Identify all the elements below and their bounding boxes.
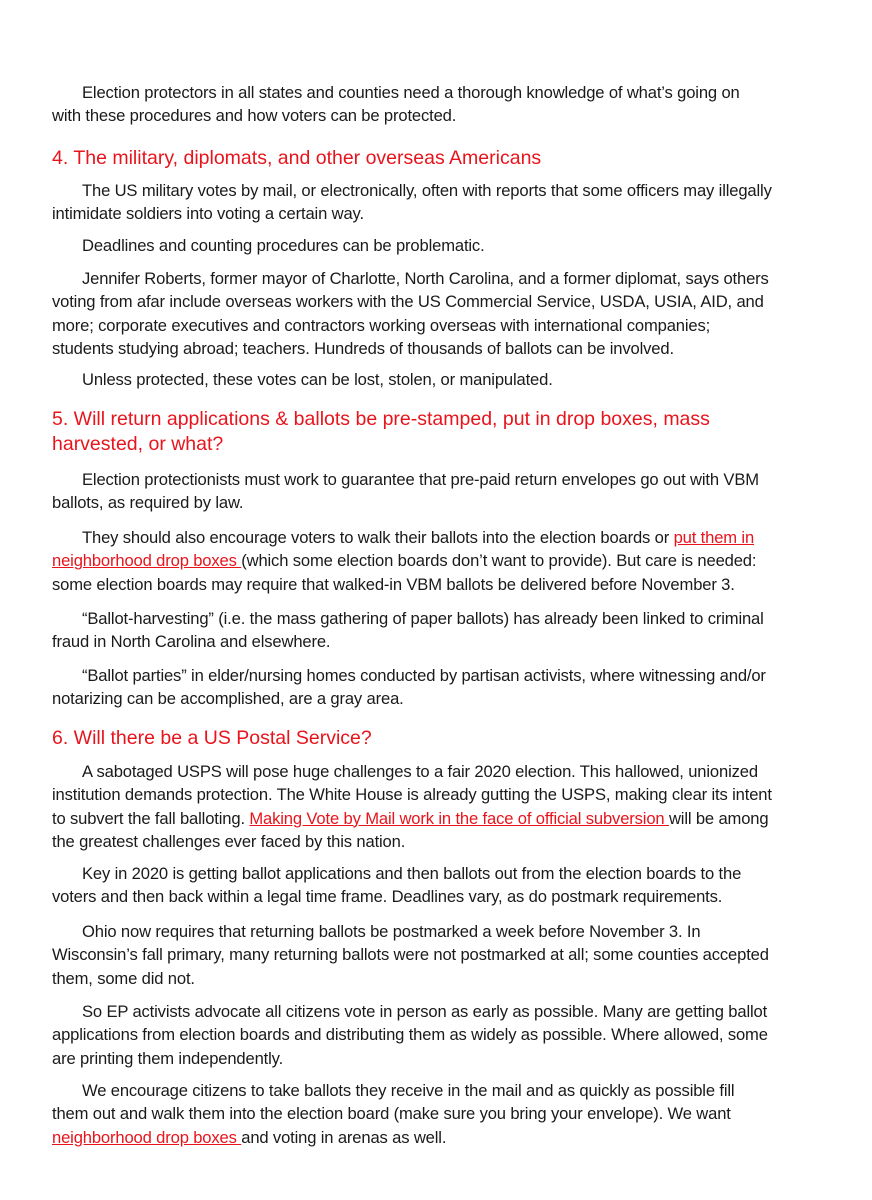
text-segment: We encourage citizens to take ballots they receive in the mail and as quickly as possible fill xyxy=(82,1081,735,1100)
text-segment: harvested, or what? xyxy=(52,433,224,455)
text-line xyxy=(52,526,842,549)
text-line xyxy=(52,432,842,457)
text-segment: voters and then back within a legal time frame. Deadlines vary, as do postmark requirements. xyxy=(52,887,723,907)
text-line xyxy=(52,862,842,885)
text-segment: them out and walk them into the election board (make sure you bring your envelope). We want xyxy=(52,1104,731,1124)
text-segment: Jennifer Roberts, former mayor of Charlotte, North Carolina, and a former diplomat, says others xyxy=(82,269,769,288)
paragraph xyxy=(52,1000,842,1070)
text-segment: Election protectors in all states and counties need a thorough knowledge of what’s going on xyxy=(82,83,740,102)
text-line xyxy=(52,760,842,783)
text-line xyxy=(52,468,842,491)
text-segment: the greatest challenges ever faced by this nation. xyxy=(52,831,406,851)
text-segment: intimidate soldiers into voting a certain way. xyxy=(52,204,364,224)
text-segment: Ohio now requires that returning ballots be postmarked a week before November 3. In xyxy=(82,922,701,941)
paragraph xyxy=(52,179,842,226)
hyperlink[interactable]: Making Vote by Mail work in the face of official subversion xyxy=(249,808,669,828)
text-segment: (which some election boards don’t want to provide). But care is needed: xyxy=(241,551,757,571)
text-line xyxy=(52,1023,842,1046)
paragraph xyxy=(52,468,842,515)
text-line xyxy=(52,104,842,127)
text-line xyxy=(52,807,842,830)
text-segment: are printing them independently. xyxy=(52,1048,284,1068)
text-segment: applications from election boards and distributing them as widely as possible. Where allowed, some xyxy=(52,1025,768,1045)
section-heading xyxy=(52,146,842,171)
text-segment: They should also encourage voters to walk their ballots into the election boards or xyxy=(82,528,674,547)
text-segment: 4. The military, diplomats, and other overseas Americans xyxy=(52,147,542,169)
text-line xyxy=(52,407,842,432)
paragraph xyxy=(52,368,842,391)
text-line xyxy=(52,337,842,360)
text-segment: A sabotaged USPS will pose huge challenges to a fair 2020 election. This hallowed, unionized xyxy=(82,762,758,781)
text-segment: So EP activists advocate all citizens vote in person as early as possible. Many are getting ballot xyxy=(82,1002,768,1021)
paragraph xyxy=(52,81,842,128)
text-line xyxy=(52,1102,842,1125)
paragraph xyxy=(52,760,842,853)
text-line xyxy=(52,1047,842,1070)
text-segment: to subvert the fall balloting. xyxy=(52,808,250,828)
paragraph xyxy=(52,607,842,654)
text-line xyxy=(52,202,842,225)
text-segment: 5. Will return applications & ballots be pre-stamped, put in drop boxes, mass xyxy=(52,408,710,430)
text-line xyxy=(52,726,842,751)
text-line xyxy=(52,967,842,990)
paragraph xyxy=(52,664,842,711)
text-line xyxy=(52,146,842,171)
text-segment: fraud in North Carolina and elsewhere. xyxy=(52,632,331,652)
text-segment: with these procedures and how voters can be protected. xyxy=(52,106,457,126)
text-segment: notarizing can be accomplished, are a gray area. xyxy=(52,689,404,709)
text-line xyxy=(52,830,842,853)
text-segment: Election protectionists must work to guarantee that pre-paid return envelopes go out with VBM xyxy=(82,470,759,489)
text-line xyxy=(52,783,842,806)
text-line xyxy=(52,549,842,572)
text-segment: 6. Will there be a US Postal Service? xyxy=(52,727,372,749)
text-segment: and voting in arenas as well. xyxy=(241,1127,447,1147)
text-line xyxy=(52,234,842,257)
text-line xyxy=(52,81,842,104)
text-line xyxy=(52,1126,842,1149)
text-line xyxy=(52,314,842,337)
text-line xyxy=(52,267,842,290)
text-line xyxy=(52,179,842,202)
hyperlink[interactable]: neighborhood drop boxes xyxy=(52,551,242,571)
text-segment: will be among xyxy=(668,808,769,828)
hyperlink[interactable]: put them in xyxy=(673,528,755,547)
text-line xyxy=(52,687,842,710)
text-segment: Key in 2020 is getting ballot applications and then ballots out from the election boards to the xyxy=(82,864,742,883)
text-line xyxy=(52,885,842,908)
text-line xyxy=(52,630,842,653)
text-line xyxy=(52,368,842,391)
text-line xyxy=(52,664,842,687)
text-segment: Wisconsin’s fall primary, many returning ballots were not postmarked at all; some counties accepted xyxy=(52,945,769,965)
text-segment: Unless protected, these votes can be lost, stolen, or manipulated. xyxy=(82,370,553,389)
text-segment: some election boards may require that walked-in VBM ballots be delivered before November 3. xyxy=(52,574,735,594)
text-segment: institution demands protection. The White House is already gutting the USPS, making clear its intent xyxy=(52,785,772,805)
text-line xyxy=(52,920,842,943)
text-line xyxy=(52,943,842,966)
text-segment: students studying abroad; teachers. Hundreds of thousands of ballots can be involved. xyxy=(52,338,674,358)
text-line xyxy=(52,607,842,630)
text-line xyxy=(52,1079,842,1102)
hyperlink[interactable]: neighborhood drop boxes xyxy=(52,1127,242,1147)
text-segment: “Ballot-harvesting” (i.e. the mass gathering of paper ballots) has already been linked to criminal xyxy=(82,609,764,628)
text-segment: The US military votes by mail, or electronically, often with reports that some officers may illegally xyxy=(82,181,772,200)
paragraph xyxy=(52,920,842,990)
paragraph xyxy=(52,1079,842,1149)
section-heading xyxy=(52,726,842,751)
text-segment: more; corporate executives and contractors working overseas with international companies; xyxy=(52,315,711,335)
text-segment: them, some did not. xyxy=(52,968,195,988)
text-segment: Deadlines and counting procedures can be problematic. xyxy=(82,236,485,255)
paragraph xyxy=(52,234,842,257)
section-heading xyxy=(52,407,842,457)
text-line xyxy=(52,573,842,596)
paragraph xyxy=(52,267,842,360)
text-segment: “Ballot parties” in elder/nursing homes conducted by partisan activists, where witnessing and/or xyxy=(82,666,766,685)
text-segment: ballots, as required by law. xyxy=(52,493,244,513)
paragraph xyxy=(52,862,842,909)
text-line xyxy=(52,290,842,313)
text-line xyxy=(52,491,842,514)
text-segment: voting from afar include overseas workers with the US Commercial Service, USDA, USIA, AID, and xyxy=(52,292,764,312)
text-line xyxy=(52,1000,842,1023)
paragraph xyxy=(52,526,842,596)
